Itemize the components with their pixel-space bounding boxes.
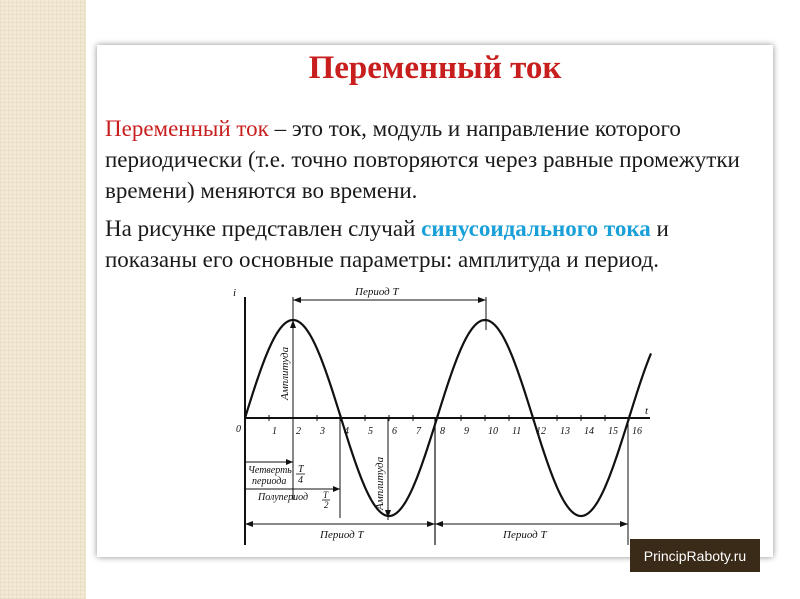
tick-label: 12 xyxy=(536,426,546,437)
tick-label: 3 xyxy=(320,426,325,437)
period-2-label: Период T xyxy=(503,529,547,541)
tick-label: 16 xyxy=(632,426,642,437)
amplitude-neg-label: Амплитуда xyxy=(374,456,386,510)
tick-label: 1 xyxy=(272,426,277,437)
amplitude-pos-label: Амплитуда xyxy=(279,346,291,400)
definition-text: – это ток, модуль и направление которого периодически (т.е. точно повторяются через равные промежутки времени) меняются во времени. xyxy=(105,116,740,203)
period-top-label: Период T xyxy=(355,286,399,298)
x-axis-label: t xyxy=(645,405,649,417)
half-frac-num: T xyxy=(323,490,329,500)
tick-label: 9 xyxy=(464,426,469,437)
note-text-after: и показаны его основные параметры: амплитуда и период. xyxy=(105,216,669,272)
tick-label: 11 xyxy=(512,426,522,437)
watermark-badge xyxy=(630,539,760,572)
period-top-arrow-head-right xyxy=(478,297,486,303)
tick-label: 2 xyxy=(296,426,301,437)
note-text-before: На рисунке представлен случай xyxy=(105,216,422,241)
note-highlight: синусоидального тока xyxy=(421,216,651,241)
half-frac-den: 2 xyxy=(324,500,329,510)
tick-label: 10 xyxy=(488,426,498,437)
tick-label: 15 xyxy=(608,426,618,437)
watermark-text: PrincipRaboty.ru xyxy=(643,547,747,564)
tick-label: 4 xyxy=(344,426,349,437)
quarter-period-label-line2: периода xyxy=(252,476,287,487)
tick-label: 14 xyxy=(584,426,594,437)
tick-label: 7 xyxy=(416,426,421,437)
period-top-arrow-head-left xyxy=(293,297,301,303)
half-period-label: Полупериод xyxy=(258,492,309,503)
origin-label: 0 xyxy=(236,424,241,435)
half-period-arrow-head xyxy=(333,486,340,492)
tick-label: 5 xyxy=(368,426,373,437)
period-1-arrow-head-left xyxy=(245,521,253,527)
quarter-frac-num: T xyxy=(298,464,304,475)
period-1-arrow-head-right xyxy=(427,521,435,527)
tick-label: 8 xyxy=(440,426,445,437)
y-axis-label: i xyxy=(233,287,237,299)
period-2-arrow-head-right xyxy=(620,521,628,527)
tick-label: 6 xyxy=(392,426,397,437)
slide-title-text: Переменный ток xyxy=(308,50,562,86)
quarter-frac-den: 4 xyxy=(298,475,303,486)
definition-term: Переменный ток xyxy=(105,116,269,141)
tick-label: 13 xyxy=(560,426,570,437)
period-2-arrow-head-left xyxy=(435,521,443,527)
period-1-label: Период T xyxy=(320,529,364,541)
quarter-period-label-line1: Четверть xyxy=(248,465,292,476)
